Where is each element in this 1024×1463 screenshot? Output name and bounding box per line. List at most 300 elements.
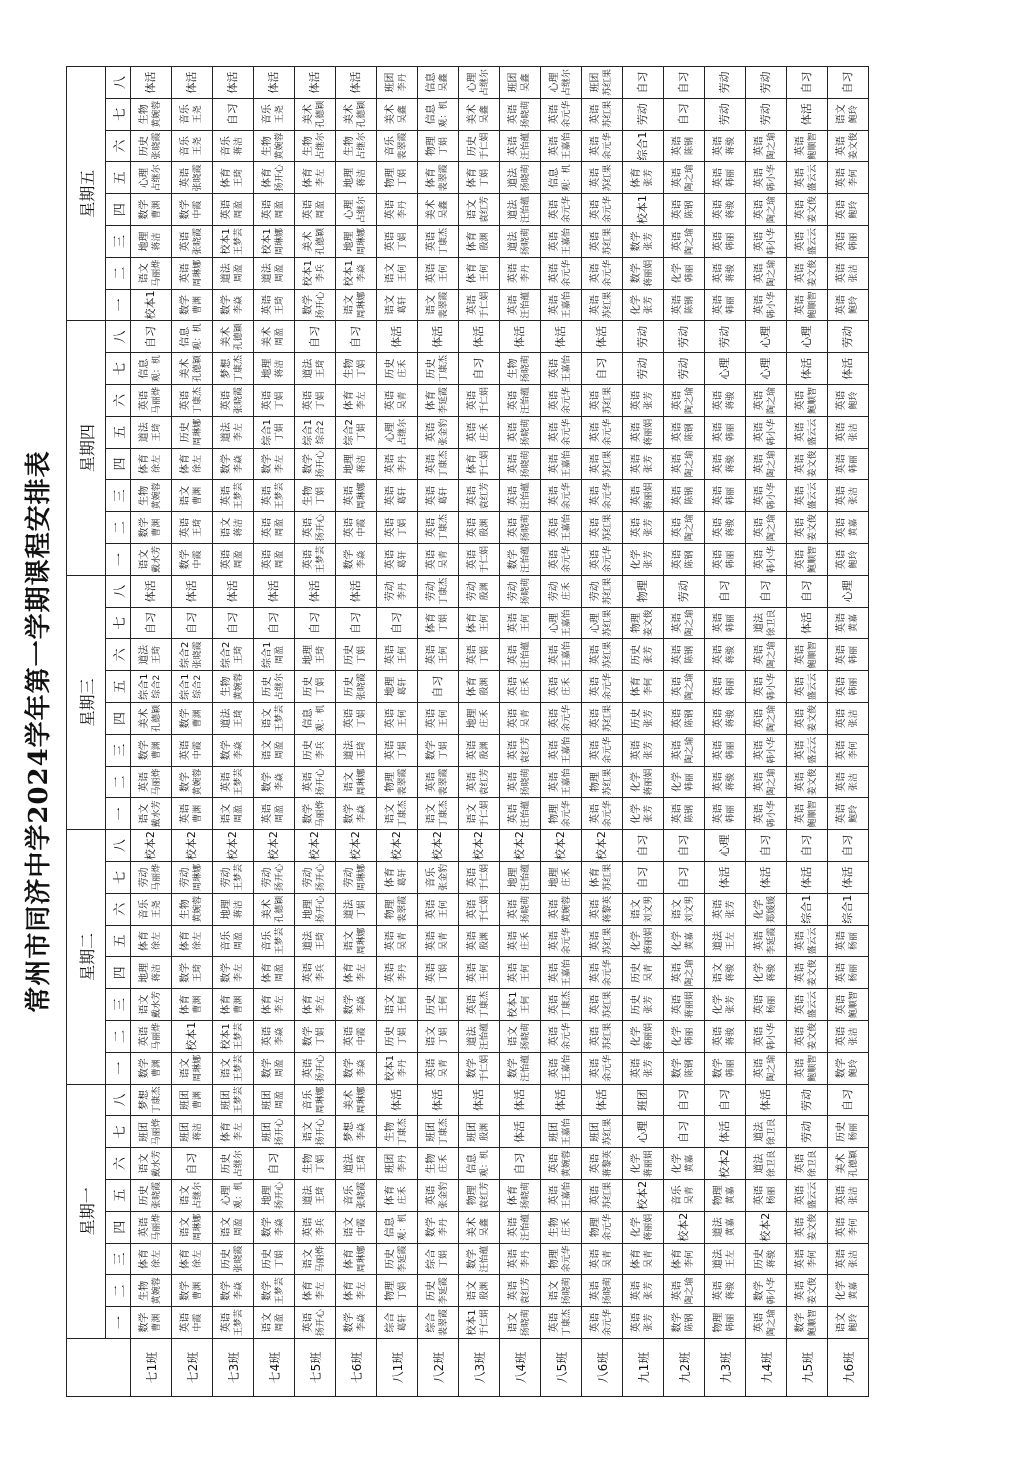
lesson-subject: 语文: [344, 772, 355, 793]
lesson-teacher: 扬晓萌: [521, 164, 531, 192]
lesson-teacher: 丁娟: [480, 645, 490, 664]
lesson-cell: [541, 766, 582, 798]
lesson-teacher: 葛轩: [439, 486, 449, 505]
lesson-cell: [787, 989, 828, 1021]
lesson-teacher: 王尧: [193, 105, 203, 124]
class-row: [418, 67, 459, 1397]
lesson-subject: 英语: [795, 1058, 806, 1079]
lesson-cell: [418, 893, 459, 925]
lesson-teacher: 汪怡蕴: [521, 545, 531, 573]
lesson-subject: 英语: [344, 517, 355, 538]
lesson-subject: 化学: [631, 1026, 642, 1047]
lesson-subject: 英语: [795, 1217, 806, 1238]
lesson-cell: [172, 98, 213, 130]
lesson-cell: [131, 989, 172, 1021]
lesson-cell: [541, 448, 582, 480]
lesson-teacher: 韩小华: [767, 482, 777, 510]
lesson-cell: [746, 989, 787, 1021]
lesson-cell: [746, 1148, 787, 1180]
lesson-cell: [172, 957, 213, 989]
lesson-cell: [418, 67, 459, 99]
lesson-subject: 英语: [549, 740, 560, 761]
lesson-cell: [500, 289, 541, 321]
lesson-subject: 语文: [180, 1058, 191, 1079]
lesson-teacher: 丁康杰: [439, 577, 449, 605]
lesson-subject: 道法: [713, 931, 724, 952]
lesson-cell: [787, 607, 828, 639]
lesson-subject: 数学: [426, 1217, 437, 1238]
lesson-subject: 劳动: [385, 581, 396, 602]
lesson-cell: [582, 989, 623, 1021]
lesson-teacher: 苏红果: [603, 927, 613, 955]
lesson-subject: 英语: [754, 231, 765, 252]
lesson-subject: 道法: [303, 358, 314, 379]
lesson-subject: 英语: [262, 199, 273, 220]
lesson-teacher: 蒋骏: [726, 963, 736, 982]
lesson-cell: [459, 194, 500, 226]
lesson-subject: 英语: [426, 231, 437, 252]
lesson-cell: [787, 385, 828, 417]
lesson-cell: [623, 575, 664, 607]
lesson-cell: [131, 607, 172, 639]
lesson-subject: 信息: [139, 358, 150, 379]
lesson-cell: [254, 162, 295, 194]
lesson-cell: [377, 671, 418, 703]
lesson-cell: [500, 480, 541, 512]
lesson-teacher: 丁娟: [316, 677, 326, 696]
lesson-teacher: 王嘉怡: [562, 641, 572, 669]
lesson-teacher: 张晓霞: [357, 1181, 367, 1209]
lesson-cell: [377, 353, 418, 385]
lesson-teacher: 王嘉怡: [562, 736, 572, 764]
lesson-teacher: 综合2: [193, 674, 203, 699]
lesson-subject: 英语: [836, 454, 847, 475]
period-header: 六: [106, 893, 131, 925]
lesson-subject: 英语: [549, 549, 560, 570]
lesson-subject: 体育: [221, 1121, 232, 1142]
lesson-subject: 化学: [836, 1280, 847, 1301]
lesson-subject: 美术: [344, 104, 355, 125]
lesson-cell: [295, 321, 336, 353]
lesson-teacher: 占继尔: [562, 68, 572, 96]
lesson-cell: [295, 1084, 336, 1116]
lesson-cell: [213, 766, 254, 798]
lesson-subject: 英语: [590, 899, 601, 920]
lesson-cell: [500, 1211, 541, 1243]
day-header: 星期一: [67, 1084, 106, 1338]
lesson-cell: [377, 448, 418, 480]
lesson-subject: 语文: [139, 549, 150, 570]
lesson-teacher: 余元华: [562, 482, 572, 510]
lesson-cell: [295, 1180, 336, 1212]
lesson-subject: 体育: [467, 167, 478, 188]
lesson-teacher: 韩丽: [685, 1027, 695, 1046]
lesson-teacher: 蒋骏: [726, 645, 736, 664]
lesson-cell: [500, 703, 541, 735]
lesson-subject: 英语: [508, 104, 519, 125]
lesson-teacher: 盛云云: [808, 673, 818, 701]
lesson-cell: [623, 830, 664, 862]
lesson-subject: 英语: [262, 1026, 273, 1047]
lesson-cell: [623, 130, 664, 162]
lesson-cell: [213, 98, 254, 130]
lesson-subject: 体活: [267, 580, 280, 603]
lesson-teacher: 余元华: [603, 1054, 613, 1082]
lesson-subject: 体活: [800, 357, 813, 380]
lesson-teacher: 扬开心: [275, 1181, 285, 1209]
lesson-subject: 英语: [754, 517, 765, 538]
lesson-subject: 体活: [841, 357, 854, 380]
lesson-subject: 英语: [467, 422, 478, 443]
lesson-cell: [787, 512, 828, 544]
lesson-cell: [172, 575, 213, 607]
lesson-subject: 英语: [590, 644, 601, 665]
lesson-subject: 班团: [385, 1153, 396, 1174]
lesson-subject: 劳动: [636, 325, 649, 348]
lesson-subject: 英语: [713, 803, 724, 824]
lesson-subject: 音乐: [221, 136, 232, 157]
lesson-cell: [582, 766, 623, 798]
lesson-cell: [828, 1021, 869, 1053]
lesson-subject: 道法: [344, 740, 355, 761]
lesson-cell: [828, 480, 869, 512]
lesson-subject: 英语: [508, 613, 519, 634]
lesson-cell: [787, 639, 828, 671]
lesson-cell: [131, 1148, 172, 1180]
lesson-cell: [746, 671, 787, 703]
lesson-cell: [582, 575, 623, 607]
lesson-subject: 历史: [754, 1249, 765, 1270]
lesson-cell: [336, 734, 377, 766]
lesson-subject: 班团: [549, 1121, 560, 1142]
lesson-teacher: 庄禾: [521, 677, 531, 696]
lesson-cell: [664, 448, 705, 480]
lesson-teacher: 扬晓萌: [521, 1309, 531, 1337]
lesson-subject: 英语: [754, 772, 765, 793]
lesson-teacher: 吴鑫: [480, 105, 490, 124]
lesson-subject: 历史: [467, 136, 478, 157]
lesson-subject: 综合1: [262, 419, 273, 446]
lesson-subject: 英语: [672, 517, 683, 538]
lesson-teacher: 陶之瑜: [767, 514, 777, 542]
lesson-cell: [500, 98, 541, 130]
lesson-subject: 英语: [754, 199, 765, 220]
lesson-subject: 英语: [631, 517, 642, 538]
lesson-cell: [787, 734, 828, 766]
lesson-teacher: 盛云云: [808, 927, 818, 955]
lesson-teacher: 王嘉怡: [562, 1181, 572, 1209]
lesson-cell: [459, 1275, 500, 1307]
lesson-subject: 语文: [385, 803, 396, 824]
lesson-teacher: 占继尔: [357, 132, 367, 160]
lesson-cell: [828, 639, 869, 671]
lesson-cell: [705, 448, 746, 480]
lesson-subject: 自习: [759, 580, 772, 603]
lesson-cell: [623, 162, 664, 194]
lesson-cell: [213, 226, 254, 258]
lesson-cell: [541, 512, 582, 544]
lesson-subject: 劳动: [467, 581, 478, 602]
lesson-subject: 语文: [139, 803, 150, 824]
lesson-teacher: 李延霞: [439, 1277, 449, 1305]
lesson-subject: 英语: [508, 708, 519, 729]
lesson-cell: [336, 353, 377, 385]
lesson-teacher: 徐左: [152, 932, 162, 951]
lesson-cell: [254, 130, 295, 162]
lesson-cell: [254, 512, 295, 544]
lesson-cell: [664, 1307, 705, 1339]
lesson-subject: 校本2: [431, 831, 444, 861]
lesson-cell: [746, 639, 787, 671]
lesson-cell: [213, 194, 254, 226]
lesson-teacher: 裴翠霞: [398, 895, 408, 923]
lesson-cell: [172, 1084, 213, 1116]
class-label: 七6班: [336, 1339, 377, 1397]
lesson-teacher: 张洁: [849, 1250, 859, 1269]
lesson-cell: [459, 575, 500, 607]
lesson-teacher: 王何: [521, 995, 531, 1014]
lesson-subject: 英语: [426, 422, 437, 443]
lesson-subject: 英语: [180, 517, 191, 538]
lesson-cell: [377, 862, 418, 894]
lesson-teacher: 韩小华: [767, 1022, 777, 1050]
lesson-teacher: 苏红果: [603, 164, 613, 192]
lesson-teacher: 余元华: [562, 704, 572, 732]
lesson-cell: [131, 130, 172, 162]
lesson-cell: [418, 1116, 459, 1148]
class-row: [746, 67, 787, 1397]
lesson-subject: 英语: [467, 931, 478, 952]
lesson-subject: 英语: [303, 390, 314, 411]
lesson-cell: [377, 989, 418, 1021]
lesson-teacher: 鲍顺智: [808, 132, 818, 160]
lesson-cell: [582, 353, 623, 385]
lesson-teacher: 丁娟: [398, 518, 408, 537]
lesson-cell: [377, 607, 418, 639]
page-title: 常州市同济中学2024学年第一学期课程安排表: [24, 450, 54, 1013]
day-header-row: [67, 67, 106, 1397]
lesson-subject: 英语: [508, 803, 519, 824]
lesson-subject: 体育: [385, 867, 396, 888]
lesson-teacher: 张芳: [644, 391, 654, 410]
lesson-cell: [254, 607, 295, 639]
lesson-cell: [418, 575, 459, 607]
lesson-subject: 英语: [713, 295, 724, 316]
lesson-subject: 地理: [139, 962, 150, 983]
lesson-teacher: 郑媛媛: [767, 895, 777, 923]
lesson-cell: [787, 162, 828, 194]
lesson-teacher: 王琦: [316, 1186, 326, 1205]
lesson-teacher: 扬晓萌: [562, 1277, 572, 1305]
lesson-cell: [377, 67, 418, 99]
lesson-teacher: 周琳娜: [193, 863, 203, 891]
lesson-teacher: 汪怡蕴: [521, 641, 531, 669]
lesson-teacher: 黄婉蓉: [234, 673, 244, 701]
lesson-teacher: 徐卫良: [767, 1118, 777, 1146]
period-header: 六: [106, 639, 131, 671]
lesson-subject: 英语: [508, 263, 519, 284]
lesson-subject: 自习: [144, 325, 157, 348]
lesson-teacher: 王何: [398, 264, 408, 283]
lesson-teacher: 周琳娜: [357, 291, 367, 319]
lesson-teacher: 扬晓萌: [521, 1181, 531, 1209]
lesson-cell: [623, 925, 664, 957]
lesson-subject: 语文: [385, 994, 396, 1015]
lesson-cell: [828, 1116, 869, 1148]
lesson-cell: [787, 67, 828, 99]
lesson-subject: 生物: [426, 1153, 437, 1174]
lesson-cell: [664, 162, 705, 194]
lesson-cell: [131, 257, 172, 289]
lesson-subject: 英语: [549, 644, 560, 665]
lesson-cell: [623, 416, 664, 448]
lesson-cell: [213, 607, 254, 639]
lesson-teacher: 周琳娜: [193, 1054, 203, 1082]
lesson-teacher: 周盈: [275, 1091, 285, 1110]
lesson-cell: [459, 703, 500, 735]
lesson-cell: [500, 512, 541, 544]
period-header: 七: [106, 607, 131, 639]
lesson-subject: 物理: [631, 613, 642, 634]
lesson-teacher: 吴青: [644, 963, 654, 982]
lesson-cell: [172, 385, 213, 417]
lesson-subject: 体育: [631, 676, 642, 697]
lesson-teacher: 黄婉蓉: [275, 132, 285, 160]
lesson-cell: [418, 98, 459, 130]
lesson-cell: [787, 289, 828, 321]
lesson-cell: [582, 1052, 623, 1084]
lesson-teacher: 李焱: [357, 804, 367, 823]
lesson-subject: 信息: [426, 72, 437, 93]
lesson-cell: [828, 893, 869, 925]
period-header: 三: [106, 480, 131, 512]
lesson-teacher: 于仁娟: [480, 132, 490, 160]
lesson-cell: [131, 416, 172, 448]
lesson-cell: [459, 607, 500, 639]
lesson-cell: [459, 1052, 500, 1084]
lesson-cell: [705, 703, 746, 735]
lesson-cell: [664, 385, 705, 417]
lesson-teacher: 中霞: [193, 200, 203, 219]
lesson-teacher: 扬开心: [275, 164, 285, 192]
lesson-subject: 英语: [549, 104, 560, 125]
lesson-subject: 校本1: [144, 290, 157, 320]
lesson-cell: [828, 289, 869, 321]
lesson-cell: [746, 480, 787, 512]
lesson-subject: 体活: [554, 1089, 567, 1112]
lesson-teacher: 王琦: [234, 645, 244, 664]
lesson-cell: [172, 1180, 213, 1212]
lesson-cell: [664, 1052, 705, 1084]
lesson-cell: [213, 925, 254, 957]
lesson-teacher: 李何: [685, 1250, 695, 1269]
lesson-cell: [623, 1052, 664, 1084]
lesson-subject: 语文: [262, 740, 273, 761]
lesson-teacher: 余元华: [562, 545, 572, 573]
lesson-subject: 体活: [267, 71, 280, 94]
lesson-cell: [254, 1052, 295, 1084]
lesson-teacher: 扬开心: [316, 863, 326, 891]
period-header: 二: [106, 1275, 131, 1307]
lesson-cell: [459, 512, 500, 544]
lesson-teacher: 中霞: [193, 550, 203, 569]
lesson-subject: 综合2: [344, 419, 355, 446]
lesson-cell: [746, 1180, 787, 1212]
lesson-cell: [746, 734, 787, 766]
lesson-subject: 语文: [221, 1058, 232, 1079]
lesson-teacher: 占继尔: [398, 418, 408, 446]
lesson-subject: 校本2: [185, 831, 198, 861]
lesson-subject: 英语: [385, 931, 396, 952]
lesson-subject: 英语: [590, 962, 601, 983]
lesson-teacher: 韩小华: [767, 164, 777, 192]
class-row: [664, 67, 705, 1397]
lesson-teacher: 李左: [275, 995, 285, 1014]
lesson-subject: 英语: [221, 549, 232, 570]
lesson-subject: 数学: [713, 1058, 724, 1079]
lesson-subject: 英语: [672, 613, 683, 634]
class-label: 七1班: [131, 1339, 172, 1397]
lesson-subject: 英语: [795, 231, 806, 252]
lesson-subject: 英语: [590, 708, 601, 729]
lesson-teacher: 张晓霞: [234, 386, 244, 414]
lesson-teacher: 曹渊: [193, 1281, 203, 1300]
lesson-subject: 英语: [385, 708, 396, 729]
lesson-subject: 英语: [836, 644, 847, 665]
lesson-cell: [664, 607, 705, 639]
lesson-subject: 道法: [303, 1185, 314, 1206]
lesson-teacher: 张芳: [644, 709, 654, 728]
lesson-subject: 英语: [385, 962, 396, 983]
lesson-cell: [541, 1307, 582, 1339]
lesson-cell: [787, 703, 828, 735]
lesson-cell: [418, 257, 459, 289]
lesson-teacher: 姜文俊: [808, 959, 818, 987]
lesson-cell: [746, 893, 787, 925]
lesson-teacher: 周盈: [234, 200, 244, 219]
class-row: [705, 67, 746, 1397]
lesson-subject: 体育: [631, 167, 642, 188]
lesson-teacher: 吴青: [439, 932, 449, 951]
lesson-cell: [705, 130, 746, 162]
period-header: 八: [106, 321, 131, 353]
lesson-cell: [541, 1243, 582, 1275]
lesson-subject: 英语: [590, 454, 601, 475]
lesson-subject: 美术: [221, 326, 232, 347]
lesson-cell: [459, 226, 500, 258]
lesson-cell: [541, 162, 582, 194]
lesson-cell: [459, 353, 500, 385]
lesson-subject: 数学: [795, 1312, 806, 1333]
lesson-teacher: 丁娟: [316, 486, 326, 505]
lesson-subject: 英语: [631, 740, 642, 761]
lesson-subject: 物理: [713, 1312, 724, 1333]
lesson-teacher: 蒋骏: [726, 773, 736, 792]
lesson-subject: 校本2: [759, 1212, 772, 1242]
lesson-subject: 劳动: [718, 71, 731, 94]
lesson-teacher: 周盈: [234, 264, 244, 283]
lesson-teacher: 王何: [398, 995, 408, 1014]
lesson-subject: 英语: [713, 167, 724, 188]
lesson-cell: [336, 798, 377, 830]
lesson-subject: 英语: [713, 231, 724, 252]
lesson-cell: [459, 1307, 500, 1339]
lesson-cell: [213, 1084, 254, 1116]
lesson-subject: 劳动: [262, 867, 273, 888]
lesson-subject: 英语: [549, 772, 560, 793]
lesson-subject: 英语: [713, 549, 724, 570]
lesson-subject: 英语: [713, 263, 724, 284]
